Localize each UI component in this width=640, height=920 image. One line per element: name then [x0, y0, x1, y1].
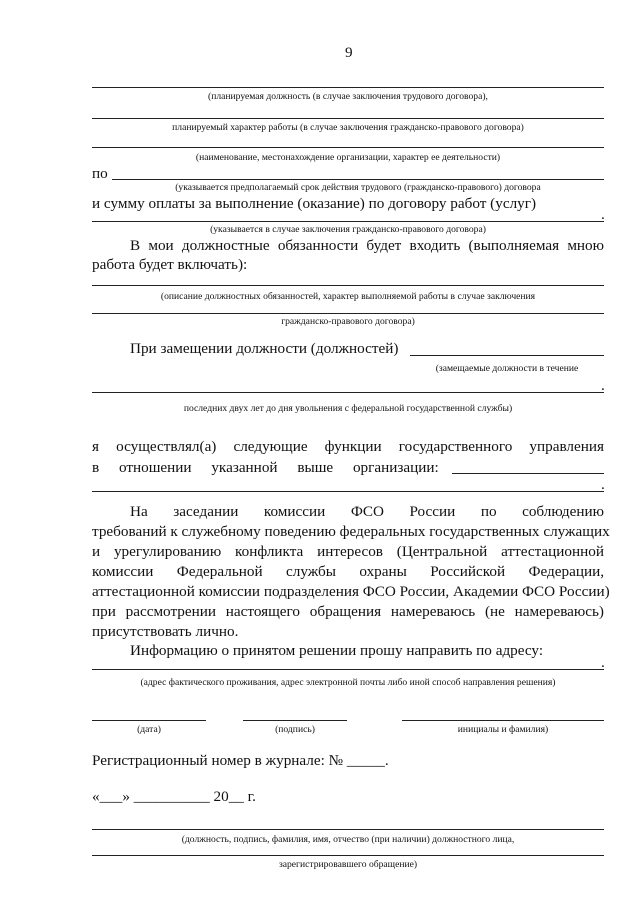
po-label: по — [92, 165, 108, 182]
payment-line-text: и сумму оплаты за выполнение (оказание) по договору работ (услуг) — [92, 195, 537, 212]
commission-line-6: при рассмотрении настоящего обращения намереваюсь (не намереваюсь) — [92, 603, 604, 620]
address-field-line[interactable] — [92, 669, 604, 670]
functions-field-line-2[interactable] — [92, 491, 604, 492]
signature-field-line[interactable] — [243, 720, 347, 721]
official-caption-1: (должность, подпись, фамилия, имя, отчество (при наличии) должностного лица, — [181, 834, 515, 845]
positions-intro-text: При замещении должности (должностей) — [130, 340, 399, 357]
official-field-line-1[interactable] — [92, 829, 604, 830]
duties-caption-1: (описание должностных обязанностей, характер выполняемой работы в случае заключения — [160, 291, 536, 302]
positions-caption-1: (замещаемые должности в течение — [435, 363, 579, 374]
official-caption-2: зарегистрировавшего обращение) — [278, 859, 418, 870]
functions-line-end: . — [601, 476, 605, 493]
work-nature-caption: планируемый характер работы (в случае заключения гражданско-правового договора) — [172, 122, 524, 133]
payment-case-caption: (указывается в случае заключения гражданско-правового договора) — [210, 224, 486, 235]
organization-field-line[interactable] — [92, 147, 604, 148]
date-caption: (дата) — [137, 724, 161, 735]
registration-number-text: Регистрационный номер в журнале: № _____. — [92, 752, 389, 769]
duties-field-line-1[interactable] — [92, 285, 604, 286]
work-nature-field-line[interactable] — [92, 118, 604, 119]
signature-caption: (подпись) — [275, 724, 315, 735]
position-field-line[interactable] — [92, 87, 604, 88]
address-caption: (адрес фактического проживания, адрес электронной почты либо иной способ направления решения) — [140, 677, 556, 688]
functions-line-2: в отношении указанной выше организации: — [92, 459, 439, 476]
commission-line-7: присутствовать лично. — [92, 623, 239, 640]
positions-field-line-1[interactable] — [410, 355, 604, 356]
organization-caption: (наименование, местонахождение организации, характер ее деятельности) — [195, 152, 501, 163]
commission-line-1: На заседании комиссии ФСО России по соблюдению — [130, 503, 604, 520]
functions-field-line-1[interactable] — [452, 473, 604, 474]
initials-field-line[interactable] — [402, 720, 604, 721]
duties-field-line-2[interactable] — [92, 313, 604, 314]
date-field-line[interactable] — [92, 720, 206, 721]
positions-field-line-2[interactable] — [92, 392, 604, 393]
payment-line-end: . — [601, 206, 605, 223]
positions-caption-2: последних двух лет до дня увольнения с федеральной государственной службы) — [183, 403, 513, 414]
official-field-line-2[interactable] — [92, 855, 604, 856]
commission-line-3: и урегулированию конфликта интересов (Центральной аттестационной — [92, 543, 604, 560]
payment-field-line[interactable] — [92, 221, 604, 222]
decision-info-text: Информацию о принятом решении прошу направить по адресу: — [130, 642, 544, 659]
address-line-end: . — [601, 654, 605, 671]
commission-line-5: аттестационной комиссии подразделения ФСО России, Академии ФСО России) — [92, 583, 610, 600]
duties-paragraph-line-2: работа будет включать): — [92, 256, 248, 273]
duties-paragraph-line-1: В мои должностные обязанности будет входить (выполняемая мною — [130, 237, 604, 254]
commission-line-4: комиссии Федеральной службы охраны Российской Федерации, — [92, 563, 604, 580]
functions-line-1: я осуществлял(а) следующие функции государственного управления — [92, 438, 604, 455]
registration-date-text: «___» __________ 20__ г. — [92, 788, 256, 805]
position-caption: (планируемая должность (в случае заключения трудового договора), — [208, 91, 488, 102]
positions-line-end: . — [601, 377, 605, 394]
commission-line-2: требований к служебному поведению федеральных государственных служащих — [92, 523, 610, 540]
page-number: 9 — [345, 44, 353, 61]
duties-caption-2: гражданско-правового договора) — [281, 316, 415, 327]
term-field-line[interactable] — [112, 179, 604, 180]
initials-caption: инициалы и фамилия) — [457, 724, 549, 735]
term-caption: (указывается предполагаемый срок действия трудового (гражданско-правового) договора — [175, 182, 541, 193]
